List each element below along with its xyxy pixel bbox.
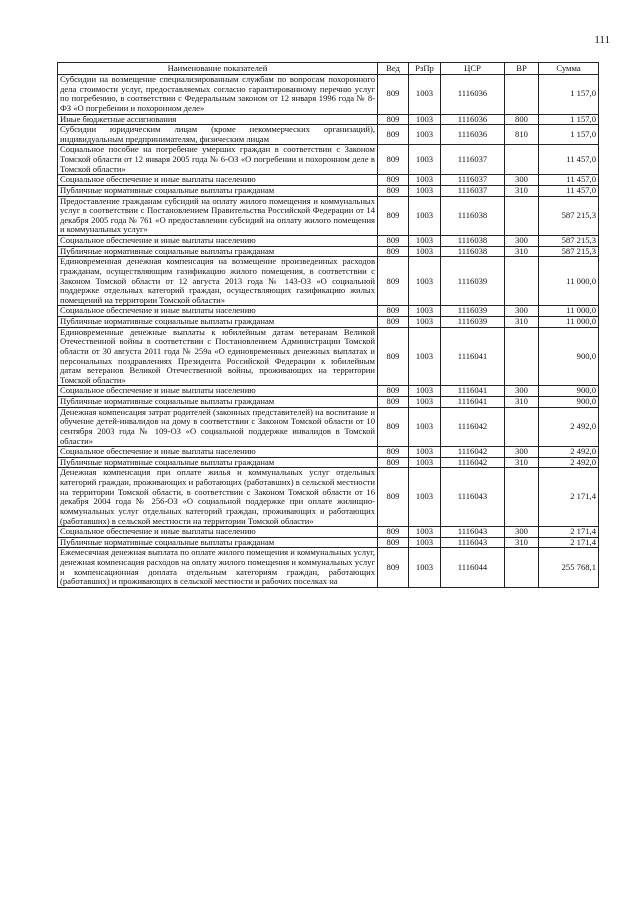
row-rzpr: 1003: [409, 175, 441, 186]
table-row: [58, 306, 599, 317]
table-row: [58, 527, 599, 538]
row-vr: 310: [505, 457, 539, 468]
row-name: Ежемесячная денежная выплата по оплате жилого помещения и коммунальных услуг, денежная компенсация расходов на оплату жилого помещения и коммунальных услуг и компенсационная доплата отдельным категориям граждан, работающих (работавших) и проживающих в сельской местности и рабочих поселках на: [58, 548, 378, 588]
table-row: [58, 236, 599, 247]
row-csr: 1116041: [441, 327, 505, 386]
row-name: Предоставление гражданам субсидий на оплату жилого помещения и коммунальных услуг в соответствии с Постановлением Правительства Российской Федерации от 14 декабря 2005 года № 761 «О предоставлении субсидий на оплату жилого помещения и коммунальных услуг»: [58, 196, 378, 236]
row-name: Социальное обеспечение и иные выплаты населению: [58, 447, 378, 458]
row-sum: 2 492,0: [539, 457, 599, 468]
row-ved: 809: [378, 145, 409, 175]
row-name: Публичные нормативные социальные выплаты гражданам: [58, 317, 378, 328]
row-vr: 310: [505, 317, 539, 328]
row-csr: 1116038: [441, 246, 505, 257]
row-rzpr: 1003: [409, 457, 441, 468]
row-rzpr: 1003: [409, 236, 441, 247]
row-csr: 1116041: [441, 397, 505, 408]
row-csr: 1116036: [441, 75, 505, 115]
table-header-row: [58, 63, 599, 75]
row-vr: 300: [505, 527, 539, 538]
table-row: [58, 196, 599, 236]
row-vr: 300: [505, 447, 539, 458]
header-vr: ВР: [505, 63, 539, 75]
row-csr: 1116043: [441, 468, 505, 527]
row-vr: [505, 327, 539, 386]
row-ved: 809: [378, 306, 409, 317]
row-csr: 1116042: [441, 447, 505, 458]
table-row: [58, 457, 599, 468]
row-vr: 800: [505, 114, 539, 125]
row-vr: 810: [505, 125, 539, 145]
table-row: [58, 548, 599, 588]
row-csr: 1116038: [441, 236, 505, 247]
row-sum: 587 215,3: [539, 196, 599, 236]
row-ved: 809: [378, 75, 409, 115]
row-csr: 1116042: [441, 457, 505, 468]
row-rzpr: 1003: [409, 317, 441, 328]
row-vr: [505, 468, 539, 527]
row-ved: 809: [378, 548, 409, 588]
row-rzpr: 1003: [409, 306, 441, 317]
row-sum: 2 171,4: [539, 537, 599, 548]
row-sum: 900,0: [539, 397, 599, 408]
row-sum: 900,0: [539, 327, 599, 386]
row-vr: 310: [505, 246, 539, 257]
row-ved: 809: [378, 125, 409, 145]
row-sum: 255 768,1: [539, 548, 599, 588]
row-name: Денежная компенсация затрат родителей (законных представителей) на воспитание и обучение детей-инвалидов на дому в соответствии с Законом Томской области от 10 сентября 2003 года № 109-ОЗ «О социальной поддержке инвалидов в Томской области»: [58, 407, 378, 447]
row-ved: 809: [378, 114, 409, 125]
table-row: [58, 175, 599, 186]
table-row: [58, 125, 599, 145]
row-rzpr: 1003: [409, 468, 441, 527]
row-csr: 1116037: [441, 145, 505, 175]
row-rzpr: 1003: [409, 257, 441, 306]
row-rzpr: 1003: [409, 327, 441, 386]
row-vr: 300: [505, 306, 539, 317]
row-sum: 11 457,0: [539, 145, 599, 175]
row-name: Субсидии на возмещение специализированным службам по вопросам похоронного дела стоимости услуг, предоставляемых согласно гарантированному перечню услуг по погребению, в соответствии с Федеральным законом от 12 января 1996 года № 8-ФЗ «О погребении и похоронном деле»: [58, 75, 378, 115]
row-csr: 1116043: [441, 537, 505, 548]
table-row: [58, 397, 599, 408]
row-ved: 809: [378, 236, 409, 247]
row-name: Публичные нормативные социальные выплаты гражданам: [58, 457, 378, 468]
row-rzpr: 1003: [409, 125, 441, 145]
row-ved: 809: [378, 407, 409, 447]
table-body: [58, 75, 599, 588]
row-sum: 587 215,3: [539, 246, 599, 257]
row-vr: [505, 75, 539, 115]
header-csr: ЦСР: [441, 63, 505, 75]
header-rzpr: РзПр: [409, 63, 441, 75]
row-vr: [505, 196, 539, 236]
row-ved: 809: [378, 537, 409, 548]
row-csr: 1116042: [441, 407, 505, 447]
row-ved: 809: [378, 175, 409, 186]
row-name: Иные бюджетные ассигнования: [58, 114, 378, 125]
row-name: Социальное пособие на погребение умерших граждан в соответствии с Законом Томской области от 12 января 2005 года № 6-ОЗ «О погребении и похоронном деле в Томской области»: [58, 145, 378, 175]
header-ved: Вед: [378, 63, 409, 75]
row-sum: 11 000,0: [539, 317, 599, 328]
row-name: Социальное обеспечение и иные выплаты населению: [58, 527, 378, 538]
row-rzpr: 1003: [409, 397, 441, 408]
row-sum: 1 157,0: [539, 114, 599, 125]
row-sum: 2 171,4: [539, 527, 599, 538]
row-csr: 1116036: [441, 114, 505, 125]
row-name: Публичные нормативные социальные выплаты гражданам: [58, 537, 378, 548]
row-rzpr: 1003: [409, 196, 441, 236]
row-csr: 1116039: [441, 317, 505, 328]
row-rzpr: 1003: [409, 185, 441, 196]
table-row: [58, 114, 599, 125]
header-name: Наименование показателей: [58, 63, 378, 75]
row-ved: 809: [378, 327, 409, 386]
header-sum: Сумма: [539, 63, 599, 75]
row-vr: 310: [505, 537, 539, 548]
table-row: [58, 257, 599, 306]
row-csr: 1116037: [441, 185, 505, 196]
row-vr: 300: [505, 236, 539, 247]
row-vr: 300: [505, 386, 539, 397]
row-sum: 2 492,0: [539, 407, 599, 447]
page-number: 111: [594, 34, 610, 46]
row-name: Публичные нормативные социальные выплаты гражданам: [58, 397, 378, 408]
row-sum: 11 000,0: [539, 257, 599, 306]
row-rzpr: 1003: [409, 548, 441, 588]
row-vr: [505, 407, 539, 447]
row-sum: 2 171,4: [539, 468, 599, 527]
row-csr: 1116039: [441, 306, 505, 317]
row-sum: 1 157,0: [539, 75, 599, 115]
row-sum: 2 492,0: [539, 447, 599, 458]
row-csr: 1116037: [441, 175, 505, 186]
row-sum: 11 457,0: [539, 175, 599, 186]
table-row: [58, 327, 599, 386]
row-rzpr: 1003: [409, 75, 441, 115]
row-vr: [505, 145, 539, 175]
table-row: [58, 145, 599, 175]
row-csr: 1116039: [441, 257, 505, 306]
row-sum: 900,0: [539, 386, 599, 397]
row-ved: 809: [378, 447, 409, 458]
row-ved: 809: [378, 246, 409, 257]
row-rzpr: 1003: [409, 447, 441, 458]
table-row: [58, 407, 599, 447]
row-rzpr: 1003: [409, 527, 441, 538]
budget-table: [57, 62, 599, 588]
row-name: Денежная компенсация при оплате жилья и коммунальных услуг отдельных категорий граждан, проживающих и работающих (работавших) в сельской местности на территории Томской области, в соответствии с Законом Томской области от 16 декабря 2004 года № 256-ОЗ «О социальной поддержке при оплате жилищно-коммунальных услуг отдельных категорий граждан, проживающих и работающих (работавших) в сельской местности на территории Томской области»: [58, 468, 378, 527]
table-row: [58, 537, 599, 548]
row-name: Социальное обеспечение и иные выплаты населению: [58, 236, 378, 247]
row-sum: 587 215,3: [539, 236, 599, 247]
table-row: [58, 317, 599, 328]
row-ved: 809: [378, 527, 409, 538]
row-csr: 1116041: [441, 386, 505, 397]
row-name: Социальное обеспечение и иные выплаты населению: [58, 175, 378, 186]
row-vr: [505, 257, 539, 306]
row-name: Единовременная денежная компенсация на возмещение произведенных расходов гражданам, осуществляющим газификацию жилого помещения, в соответствии с Законом Томской области от 12 августа 2013 года № 143-ОЗ «О социальной поддержке отдельных категорий граждан, осуществляющих газификацию жилых помещений на территории Томской области»: [58, 257, 378, 306]
row-vr: 310: [505, 185, 539, 196]
row-ved: 809: [378, 196, 409, 236]
table-row: [58, 468, 599, 527]
row-ved: 809: [378, 468, 409, 527]
row-rzpr: 1003: [409, 386, 441, 397]
row-rzpr: 1003: [409, 537, 441, 548]
row-vr: 310: [505, 397, 539, 408]
row-rzpr: 1003: [409, 114, 441, 125]
row-name: Публичные нормативные социальные выплаты гражданам: [58, 185, 378, 196]
row-sum: 11 000,0: [539, 306, 599, 317]
row-name: Социальное обеспечение и иные выплаты населению: [58, 306, 378, 317]
row-name: Социальное обеспечение и иные выплаты населению: [58, 386, 378, 397]
row-rzpr: 1003: [409, 145, 441, 175]
row-ved: 809: [378, 386, 409, 397]
row-ved: 809: [378, 257, 409, 306]
table-row: [58, 447, 599, 458]
row-rzpr: 1003: [409, 407, 441, 447]
row-name: Публичные нормативные социальные выплаты гражданам: [58, 246, 378, 257]
row-vr: [505, 548, 539, 588]
table-row: [58, 185, 599, 196]
table-row: [58, 386, 599, 397]
row-sum: 11 457,0: [539, 185, 599, 196]
row-ved: 809: [378, 457, 409, 468]
row-sum: 1 157,0: [539, 125, 599, 145]
row-csr: 1116038: [441, 196, 505, 236]
row-csr: 1116043: [441, 527, 505, 538]
row-ved: 809: [378, 185, 409, 196]
row-csr: 1116036: [441, 125, 505, 145]
row-name: Субсидии юридическим лицам (кроме некоммерческих организаций), индивидуальным предпринимателям, физическим лицам: [58, 125, 378, 145]
row-ved: 809: [378, 397, 409, 408]
row-vr: 300: [505, 175, 539, 186]
row-name: Единовременные денежные выплаты к юбилейным датам ветеранам Великой Отечественной войны в соответствии с Постановлением Администрации Томской области от 30 августа 2011 года № 259а «О единовременных денежных выплатах и персональных поздравлениях Президента Российской Федерации к юбилейным датам ветеранов Великой Отечественной войны, проживающих на территории Томской области»: [58, 327, 378, 386]
row-rzpr: 1003: [409, 246, 441, 257]
table-row: [58, 75, 599, 115]
row-ved: 809: [378, 317, 409, 328]
table-row: [58, 246, 599, 257]
row-csr: 1116044: [441, 548, 505, 588]
